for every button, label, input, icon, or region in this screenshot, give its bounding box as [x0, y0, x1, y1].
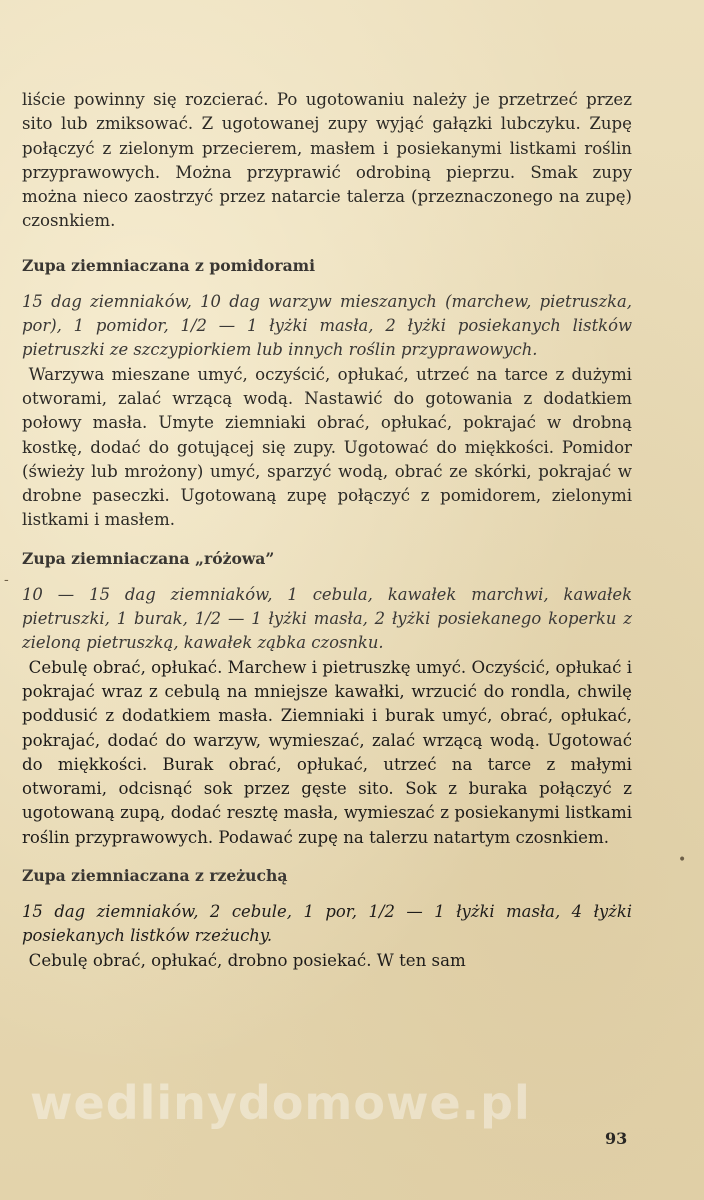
page-number: 93: [605, 1129, 628, 1148]
recipe-title-tomato: Zupa ziemniaczana z pomidorami: [22, 255, 316, 275]
margin-dot: •: [678, 852, 687, 868]
margin-mark: -: [4, 572, 9, 588]
spacer: [22, 888, 632, 900]
spacer: [22, 234, 632, 254]
spacer: [22, 571, 632, 583]
recipe-title-cress: Zupa ziemniaczana z rzeżuchą: [22, 866, 288, 886]
spacer: [22, 533, 632, 547]
top-paragraph: liście powinny się rozcierać. Po ugotowaniu należy je przetrzeć przez sito lub zmiksować. Z ugotowanej zupy wyjąć gałązki lubczyku. Zupę połączyć z zielonym przecierem, masłem i posiekanymi listkami roślin przyprawowych. Można przyprawić odrobiną pieprzu. Smak zupy można nieco zaostrzyć przez natarcie talerza (przeznaczonego na zupę) czosnkiem.: [22, 90, 632, 231]
recipe-title-pink: Zupa ziemniaczana „różowa”: [22, 548, 275, 568]
recipe-ingredients-cress: 15 dag ziemniaków, 2 cebule, 1 por, 1/2 — 1 łyżki masła, 4 łyżki posiekanych listków rzeżuchy.: [22, 902, 632, 946]
watermark: wedlinydomowe.pl: [30, 1076, 531, 1130]
spacer: [22, 850, 632, 864]
recipe-method-cress: Cebulę obrać, opłukać, drobno posiekać. W ten sam: [28, 950, 466, 970]
recipe-method-tomato: Warzywa mieszane umyć, oczyścić, opłukać, utrzeć na tarce z dużymi otworami, zalać wrzącą wodą. Nastawić do gotowania z dodatkiem połowy masła. Umyte ziemniaki obrać, opłukać, pokrajać w drobną kostkę, dodać do gotującej się zupy. Ugotować do miękkości. Pomidor (świeży lub mrożony) umyć, sparzyć wodą, obrać ze skórki, pokrajać w drobne paseczki. Ugotowaną zupę połączyć z pomidorem, zielonymi listkami i masłem.: [22, 364, 632, 530]
recipe-ingredients-pink: 10 — 15 dag ziemniaków, 1 cebula, kawałek marchwi, kawałek pietruszki, 1 burak, 1/2 — 1 łyżki masła, 2 łyżki posiekanego koperku z zieloną pietruszką, kawałek ząbka czosnku.: [22, 584, 632, 653]
page-content: [22, 88, 632, 973]
recipe-ingredients-tomato: 15 dag ziemniaków, 10 dag warzyw mieszanych (marchew, pietruszka, por), 1 pomidor, 1/2 — 1 łyżki masła, 2 łyżki posiekanych listków pietruszki ze szczypiorkiem lub innych roślin przyprawowych.: [22, 291, 632, 360]
spacer: [22, 278, 632, 290]
recipe-method-pink: Cebulę obrać, opłukać. Marchew i pietruszkę umyć. Oczyścić, opłukać i pokrajać wraz z cebulą na mniejsze kawałki, wrzucić do rondla, chwilę poddusić z dodatkiem masła. Ziemniaki i burak umyć, obrać, opłukać, pokrajać, dodać do warzyw, wymieszać, zalać wrzącą wodą. Ugotować do miękkości. Burak obrać, opłukać, utrzeć na tarce z małymi otworami, odcisnąć sok przez gęste sito. Sok z buraka połączyć z ugotowaną zupą, dodać resztę masła, wymieszać z posiekanymi listkami roślin przyprawowych. Podawać zupę na talerzu natartym czosnkiem.: [22, 657, 632, 847]
